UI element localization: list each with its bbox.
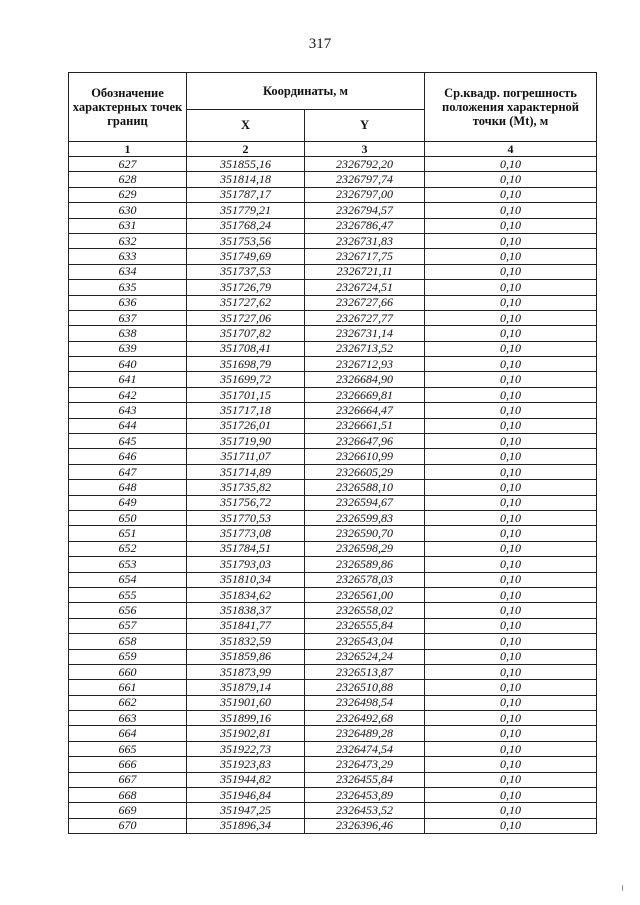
point-number-cell: 634 bbox=[69, 264, 187, 279]
error-cell: 0,10 bbox=[425, 341, 597, 356]
x-coordinate-cell: 351814,18 bbox=[187, 172, 305, 187]
table-row bbox=[69, 357, 597, 372]
table-row bbox=[69, 341, 597, 356]
y-coordinate-cell: 2326498,54 bbox=[305, 695, 425, 710]
column-number: 4 bbox=[425, 142, 597, 157]
y-coordinate-cell: 2326731,14 bbox=[305, 326, 425, 341]
error-cell: 0,10 bbox=[425, 449, 597, 464]
table-row bbox=[69, 480, 597, 495]
point-number-cell: 656 bbox=[69, 603, 187, 618]
y-coordinate-cell: 2326647,96 bbox=[305, 434, 425, 449]
x-coordinate-cell: 351923,83 bbox=[187, 757, 305, 772]
y-coordinate-cell: 2326731,83 bbox=[305, 233, 425, 248]
table-row bbox=[69, 541, 597, 556]
error-cell: 0,10 bbox=[425, 803, 597, 818]
y-coordinate-cell: 2326474,54 bbox=[305, 741, 425, 756]
x-coordinate-cell: 351753,56 bbox=[187, 233, 305, 248]
y-coordinate-cell: 2326786,47 bbox=[305, 218, 425, 233]
point-number-cell: 655 bbox=[69, 587, 187, 602]
table-row bbox=[69, 495, 597, 510]
y-coordinate-cell: 2326712,93 bbox=[305, 357, 425, 372]
y-coordinate-cell: 2326594,67 bbox=[305, 495, 425, 510]
page-number: 317 bbox=[308, 36, 332, 52]
table-row bbox=[69, 187, 597, 202]
error-cell: 0,10 bbox=[425, 572, 597, 587]
table-row bbox=[69, 295, 597, 310]
point-number-cell: 643 bbox=[69, 403, 187, 418]
point-number-cell: 648 bbox=[69, 480, 187, 495]
error-cell: 0,10 bbox=[425, 772, 597, 787]
error-cell: 0,10 bbox=[425, 788, 597, 803]
y-coordinate-cell: 2326797,00 bbox=[305, 187, 425, 202]
table-row bbox=[69, 603, 597, 618]
y-coordinate-cell: 2326590,70 bbox=[305, 526, 425, 541]
point-number-cell: 651 bbox=[69, 526, 187, 541]
table-row bbox=[69, 510, 597, 525]
x-coordinate-cell: 351756,72 bbox=[187, 495, 305, 510]
point-number-cell: 640 bbox=[69, 357, 187, 372]
y-coordinate-cell: 2326724,51 bbox=[305, 280, 425, 295]
table-row bbox=[69, 280, 597, 295]
y-coordinate-cell: 2326453,89 bbox=[305, 788, 425, 803]
x-coordinate-cell: 351879,14 bbox=[187, 680, 305, 695]
table-row bbox=[69, 157, 597, 172]
point-number-cell: 630 bbox=[69, 203, 187, 218]
x-coordinate-cell: 351727,62 bbox=[187, 295, 305, 310]
table-row bbox=[69, 326, 597, 341]
table-row bbox=[69, 649, 597, 664]
point-number-cell: 652 bbox=[69, 541, 187, 556]
point-number-cell: 629 bbox=[69, 187, 187, 202]
x-coordinate-cell: 351873,99 bbox=[187, 664, 305, 679]
column-number: 3 bbox=[305, 142, 425, 157]
point-number-cell: 644 bbox=[69, 418, 187, 433]
y-coordinate-cell: 2326473,29 bbox=[305, 757, 425, 772]
x-coordinate-cell: 351810,34 bbox=[187, 572, 305, 587]
x-coordinate-cell: 351711,07 bbox=[187, 449, 305, 464]
y-coordinate-cell: 2326661,51 bbox=[305, 418, 425, 433]
point-number-cell: 627 bbox=[69, 157, 187, 172]
x-coordinate-cell: 351717,18 bbox=[187, 403, 305, 418]
table-row bbox=[69, 634, 597, 649]
coordinates-table bbox=[68, 72, 597, 834]
table-row bbox=[69, 372, 597, 387]
error-cell: 0,10 bbox=[425, 203, 597, 218]
error-cell: 0,10 bbox=[425, 280, 597, 295]
error-cell: 0,10 bbox=[425, 157, 597, 172]
y-coordinate-cell: 2326578,03 bbox=[305, 572, 425, 587]
error-cell: 0,10 bbox=[425, 249, 597, 264]
error-cell: 0,10 bbox=[425, 664, 597, 679]
y-coordinate-cell: 2326396,46 bbox=[305, 818, 425, 833]
point-number-cell: 657 bbox=[69, 618, 187, 633]
table-row bbox=[69, 618, 597, 633]
point-number-cell: 645 bbox=[69, 434, 187, 449]
x-coordinate-cell: 351787,17 bbox=[187, 187, 305, 202]
x-coordinate-cell: 351699,72 bbox=[187, 372, 305, 387]
point-number-cell: 635 bbox=[69, 280, 187, 295]
point-number-cell: 638 bbox=[69, 326, 187, 341]
y-coordinate-cell: 2326717,75 bbox=[305, 249, 425, 264]
header-designation: Обозначение характерных точек границ bbox=[69, 73, 187, 142]
x-coordinate-cell: 351698,79 bbox=[187, 357, 305, 372]
x-coordinate-cell: 351707,82 bbox=[187, 326, 305, 341]
point-number-cell: 670 bbox=[69, 818, 187, 833]
error-cell: 0,10 bbox=[425, 541, 597, 556]
error-cell: 0,10 bbox=[425, 326, 597, 341]
error-cell: 0,10 bbox=[425, 434, 597, 449]
table-row bbox=[69, 203, 597, 218]
table-row bbox=[69, 818, 597, 833]
point-number-cell: 658 bbox=[69, 634, 187, 649]
point-number-cell: 631 bbox=[69, 218, 187, 233]
point-number-cell: 632 bbox=[69, 233, 187, 248]
x-coordinate-cell: 351726,01 bbox=[187, 418, 305, 433]
x-coordinate-cell: 351701,15 bbox=[187, 387, 305, 402]
x-coordinate-cell: 351896,34 bbox=[187, 818, 305, 833]
table-row bbox=[69, 233, 597, 248]
point-number-cell: 662 bbox=[69, 695, 187, 710]
table-row bbox=[69, 172, 597, 187]
y-coordinate-cell: 2326455,84 bbox=[305, 772, 425, 787]
table-row bbox=[69, 557, 597, 572]
error-cell: 0,10 bbox=[425, 418, 597, 433]
y-coordinate-cell: 2326598,29 bbox=[305, 541, 425, 556]
x-coordinate-cell: 351838,37 bbox=[187, 603, 305, 618]
x-coordinate-cell: 351714,89 bbox=[187, 464, 305, 479]
x-coordinate-cell: 351719,90 bbox=[187, 434, 305, 449]
y-coordinate-cell: 2326727,77 bbox=[305, 310, 425, 325]
y-coordinate-cell: 2326797,74 bbox=[305, 172, 425, 187]
y-coordinate-cell: 2326555,84 bbox=[305, 618, 425, 633]
x-coordinate-cell: 351727,06 bbox=[187, 310, 305, 325]
x-coordinate-cell: 351859,86 bbox=[187, 649, 305, 664]
x-coordinate-cell: 351841,77 bbox=[187, 618, 305, 633]
y-coordinate-cell: 2326727,66 bbox=[305, 295, 425, 310]
error-cell: 0,10 bbox=[425, 618, 597, 633]
error-cell: 0,10 bbox=[425, 310, 597, 325]
point-number-cell: 637 bbox=[69, 310, 187, 325]
x-coordinate-cell: 351737,53 bbox=[187, 264, 305, 279]
error-cell: 0,10 bbox=[425, 264, 597, 279]
y-coordinate-cell: 2326524,24 bbox=[305, 649, 425, 664]
y-coordinate-cell: 2326558,02 bbox=[305, 603, 425, 618]
error-cell: 0,10 bbox=[425, 172, 597, 187]
x-coordinate-cell: 351770,53 bbox=[187, 510, 305, 525]
error-cell: 0,10 bbox=[425, 757, 597, 772]
table-row bbox=[69, 741, 597, 756]
x-coordinate-cell: 351855,16 bbox=[187, 157, 305, 172]
table-row bbox=[69, 310, 597, 325]
y-coordinate-cell: 2326492,68 bbox=[305, 711, 425, 726]
error-cell: 0,10 bbox=[425, 726, 597, 741]
y-coordinate-cell: 2326605,29 bbox=[305, 464, 425, 479]
header-error: Ср.квадр. погрешность положения характерной точки (Mt), м bbox=[425, 73, 597, 142]
table-body bbox=[69, 157, 597, 834]
x-coordinate-cell: 351947,25 bbox=[187, 803, 305, 818]
table-row bbox=[69, 387, 597, 402]
y-coordinate-cell: 2326561,00 bbox=[305, 587, 425, 602]
error-cell: 0,10 bbox=[425, 649, 597, 664]
error-cell: 0,10 bbox=[425, 295, 597, 310]
point-number-cell: 654 bbox=[69, 572, 187, 587]
point-number-cell: 636 bbox=[69, 295, 187, 310]
table-row bbox=[69, 711, 597, 726]
y-coordinate-cell: 2326589,86 bbox=[305, 557, 425, 572]
error-cell: 0,10 bbox=[425, 464, 597, 479]
table-row bbox=[69, 726, 597, 741]
y-coordinate-cell: 2326664,47 bbox=[305, 403, 425, 418]
point-number-cell: 649 bbox=[69, 495, 187, 510]
y-coordinate-cell: 2326588,10 bbox=[305, 480, 425, 495]
error-cell: 0,10 bbox=[425, 557, 597, 572]
scan-mark bbox=[622, 885, 623, 891]
error-cell: 0,10 bbox=[425, 495, 597, 510]
y-coordinate-cell: 2326792,20 bbox=[305, 157, 425, 172]
table-row bbox=[69, 788, 597, 803]
table-row bbox=[69, 464, 597, 479]
error-cell: 0,10 bbox=[425, 818, 597, 833]
x-coordinate-cell: 351901,60 bbox=[187, 695, 305, 710]
point-number-cell: 667 bbox=[69, 772, 187, 787]
table-row bbox=[69, 249, 597, 264]
x-coordinate-cell: 351726,79 bbox=[187, 280, 305, 295]
error-cell: 0,10 bbox=[425, 372, 597, 387]
table-row bbox=[69, 218, 597, 233]
y-coordinate-cell: 2326684,90 bbox=[305, 372, 425, 387]
error-cell: 0,10 bbox=[425, 480, 597, 495]
error-cell: 0,10 bbox=[425, 357, 597, 372]
point-number-cell: 639 bbox=[69, 341, 187, 356]
point-number-cell: 647 bbox=[69, 464, 187, 479]
point-number-cell: 665 bbox=[69, 741, 187, 756]
point-number-cell: 650 bbox=[69, 510, 187, 525]
point-number-cell: 660 bbox=[69, 664, 187, 679]
x-coordinate-cell: 351708,41 bbox=[187, 341, 305, 356]
table-row bbox=[69, 572, 597, 587]
error-cell: 0,10 bbox=[425, 695, 597, 710]
table-row bbox=[69, 680, 597, 695]
header-y: Y bbox=[305, 109, 425, 141]
error-cell: 0,10 bbox=[425, 510, 597, 525]
table-row bbox=[69, 526, 597, 541]
y-coordinate-cell: 2326543,04 bbox=[305, 634, 425, 649]
table-row bbox=[69, 757, 597, 772]
error-cell: 0,10 bbox=[425, 387, 597, 402]
point-number-cell: 642 bbox=[69, 387, 187, 402]
error-cell: 0,10 bbox=[425, 587, 597, 602]
y-coordinate-cell: 2326610,99 bbox=[305, 449, 425, 464]
table-row bbox=[69, 803, 597, 818]
error-cell: 0,10 bbox=[425, 187, 597, 202]
x-coordinate-cell: 351793,03 bbox=[187, 557, 305, 572]
point-number-cell: 628 bbox=[69, 172, 187, 187]
x-coordinate-cell: 351834,62 bbox=[187, 587, 305, 602]
x-coordinate-cell: 351946,84 bbox=[187, 788, 305, 803]
column-number: 2 bbox=[187, 142, 305, 157]
table-row bbox=[69, 772, 597, 787]
header-coordinates: Координаты, м bbox=[187, 73, 425, 110]
error-cell: 0,10 bbox=[425, 403, 597, 418]
error-cell: 0,10 bbox=[425, 526, 597, 541]
error-cell: 0,10 bbox=[425, 711, 597, 726]
table-row bbox=[69, 264, 597, 279]
point-number-cell: 666 bbox=[69, 757, 187, 772]
y-coordinate-cell: 2326669,81 bbox=[305, 387, 425, 402]
point-number-cell: 653 bbox=[69, 557, 187, 572]
y-coordinate-cell: 2326453,52 bbox=[305, 803, 425, 818]
point-number-cell: 659 bbox=[69, 649, 187, 664]
point-number-cell: 633 bbox=[69, 249, 187, 264]
table-row bbox=[69, 418, 597, 433]
y-coordinate-cell: 2326713,52 bbox=[305, 341, 425, 356]
x-coordinate-cell: 351779,21 bbox=[187, 203, 305, 218]
column-number: 1 bbox=[69, 142, 187, 157]
point-number-cell: 646 bbox=[69, 449, 187, 464]
table-row bbox=[69, 434, 597, 449]
point-number-cell: 664 bbox=[69, 726, 187, 741]
point-number-cell: 663 bbox=[69, 711, 187, 726]
x-coordinate-cell: 351832,59 bbox=[187, 634, 305, 649]
error-cell: 0,10 bbox=[425, 603, 597, 618]
x-coordinate-cell: 351768,24 bbox=[187, 218, 305, 233]
x-coordinate-cell: 351899,16 bbox=[187, 711, 305, 726]
y-coordinate-cell: 2326721,11 bbox=[305, 264, 425, 279]
error-cell: 0,10 bbox=[425, 233, 597, 248]
column-number-row bbox=[69, 142, 597, 157]
x-coordinate-cell: 351773,08 bbox=[187, 526, 305, 541]
point-number-cell: 641 bbox=[69, 372, 187, 387]
error-cell: 0,10 bbox=[425, 741, 597, 756]
point-number-cell: 668 bbox=[69, 788, 187, 803]
table-row bbox=[69, 587, 597, 602]
x-coordinate-cell: 351944,82 bbox=[187, 772, 305, 787]
table-row bbox=[69, 664, 597, 679]
point-number-cell: 661 bbox=[69, 680, 187, 695]
x-coordinate-cell: 351749,69 bbox=[187, 249, 305, 264]
x-coordinate-cell: 351784,51 bbox=[187, 541, 305, 556]
y-coordinate-cell: 2326794,57 bbox=[305, 203, 425, 218]
x-coordinate-cell: 351902,81 bbox=[187, 726, 305, 741]
error-cell: 0,10 bbox=[425, 680, 597, 695]
table-row bbox=[69, 695, 597, 710]
y-coordinate-cell: 2326489,28 bbox=[305, 726, 425, 741]
y-coordinate-cell: 2326510,88 bbox=[305, 680, 425, 695]
error-cell: 0,10 bbox=[425, 634, 597, 649]
y-coordinate-cell: 2326599,83 bbox=[305, 510, 425, 525]
header-x: X bbox=[187, 109, 305, 141]
point-number-cell: 669 bbox=[69, 803, 187, 818]
x-coordinate-cell: 351735,82 bbox=[187, 480, 305, 495]
error-cell: 0,10 bbox=[425, 218, 597, 233]
table-row bbox=[69, 449, 597, 464]
table-row bbox=[69, 403, 597, 418]
y-coordinate-cell: 2326513,87 bbox=[305, 664, 425, 679]
x-coordinate-cell: 351922,73 bbox=[187, 741, 305, 756]
table-header bbox=[69, 73, 597, 157]
